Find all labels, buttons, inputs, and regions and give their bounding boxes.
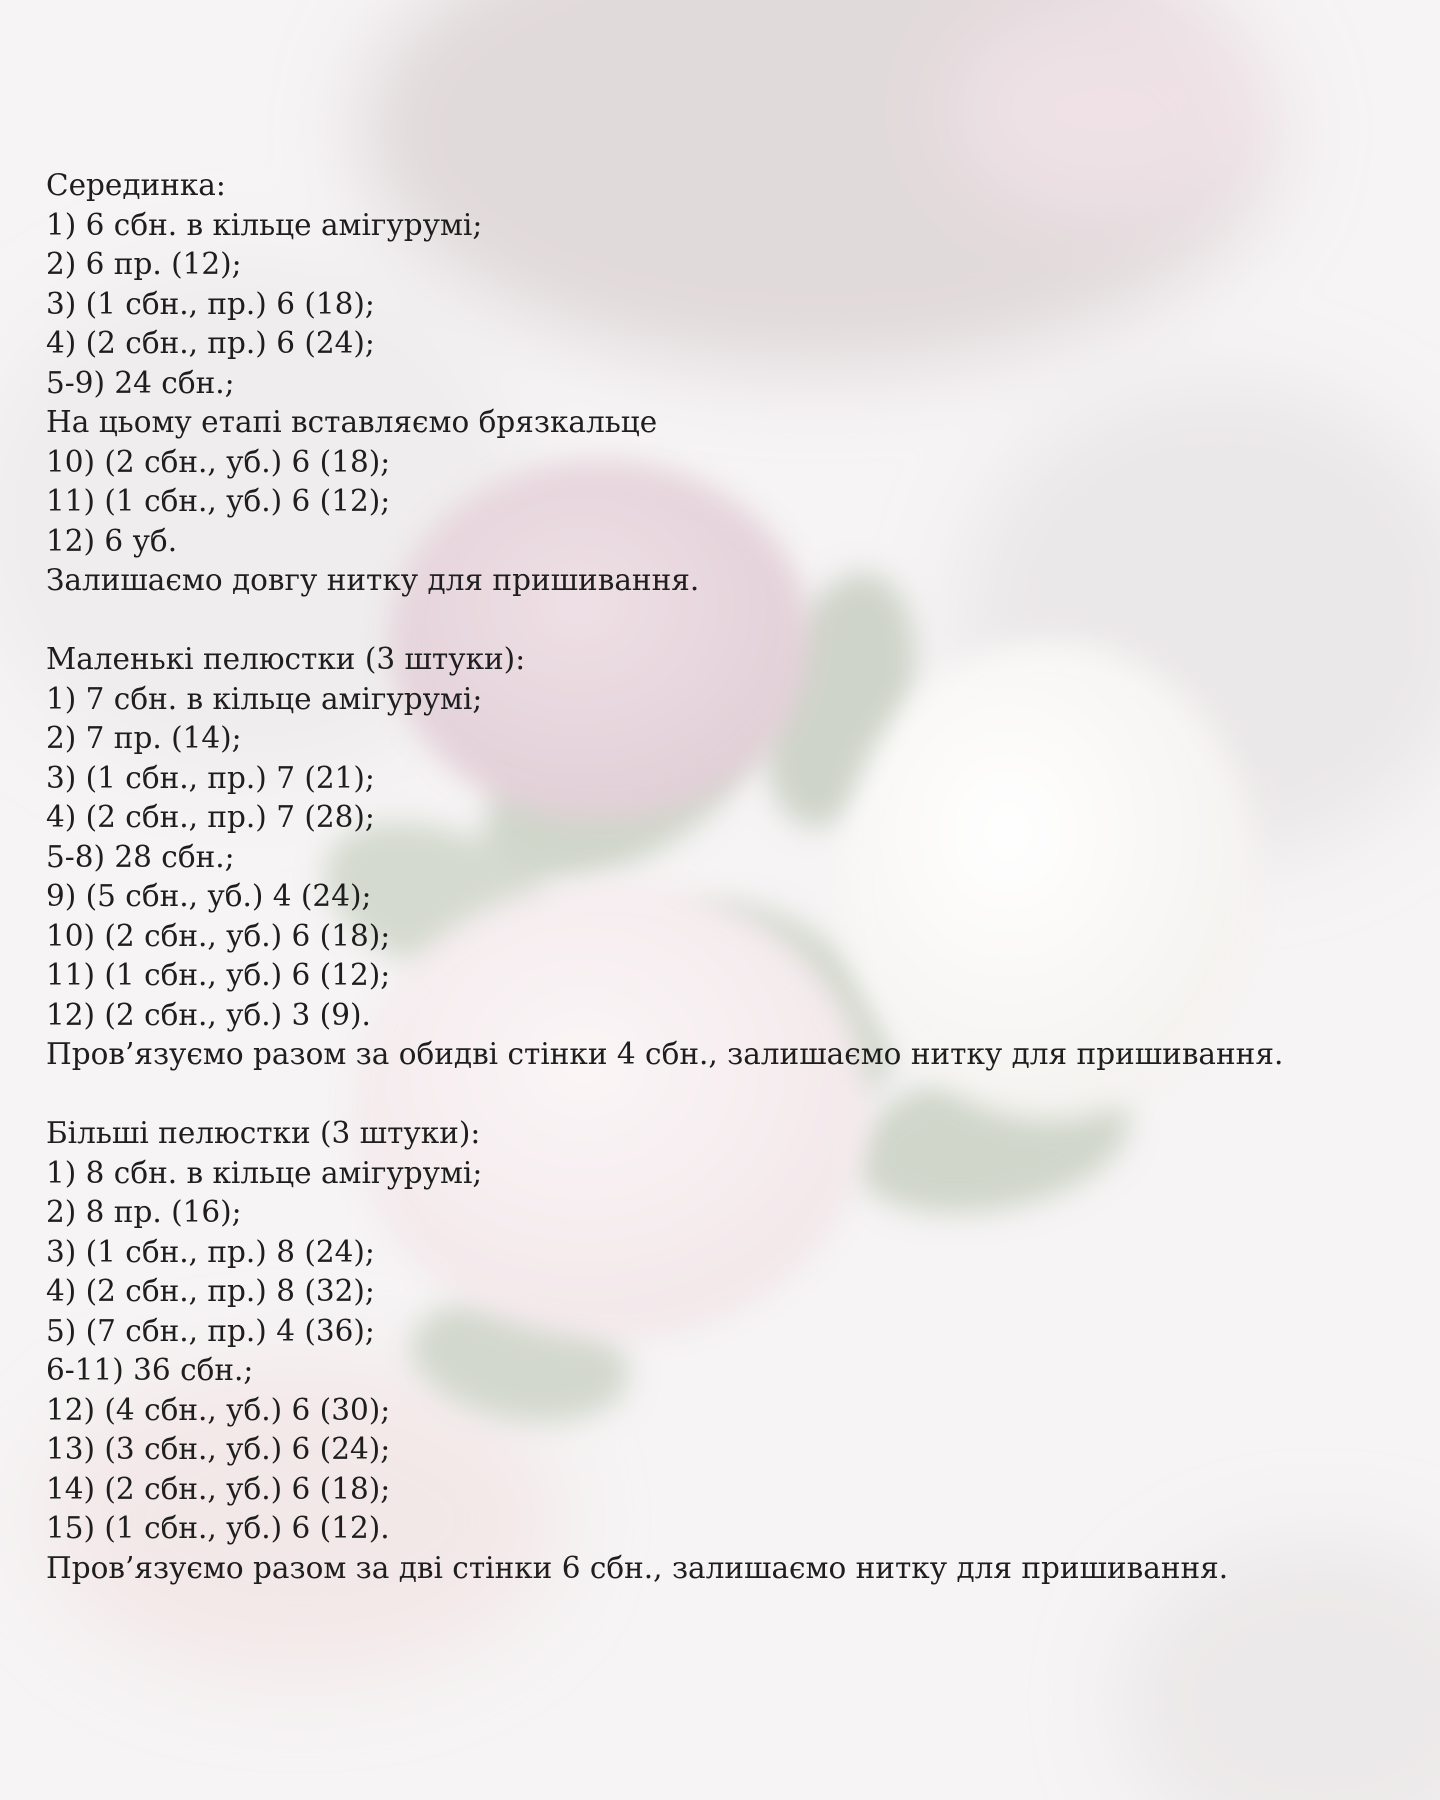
pattern-row: 3) (1 сбн., пр.) 6 (18); bbox=[46, 286, 375, 321]
pattern-row: 14) (2 сбн., уб.) 6 (18); bbox=[46, 1471, 391, 1506]
pattern-row: 5-8) 28 сбн.; bbox=[46, 839, 235, 874]
pattern-row: 11) (1 сбн., уб.) 6 (12); bbox=[46, 958, 391, 992]
section-center bbox=[46, 166, 1406, 601]
section-small-petals bbox=[46, 640, 1406, 1075]
pattern-row: 5-9) 24 сбн.; bbox=[46, 365, 235, 400]
pattern-row: 11) (1 сбн., уб.) 6 (12); bbox=[46, 484, 391, 518]
pattern-row: 9) (5 сбн., уб.) 4 (24); bbox=[46, 879, 372, 913]
pattern-row: 4) (2 сбн., пр.) 7 (28); bbox=[46, 800, 375, 834]
pattern-row: 13) (3 сбн., уб.) 6 (24); bbox=[46, 1432, 391, 1466]
pattern-row: 12) (2 сбн., уб.) 3 (9). bbox=[46, 997, 371, 1032]
section-large-petals bbox=[46, 1114, 1406, 1588]
pattern-row: 3) (1 сбн., пр.) 8 (24); bbox=[46, 1234, 375, 1269]
pattern-row: 15) (1 сбн., уб.) 6 (12). bbox=[46, 1511, 390, 1545]
pattern-row: 2) 6 пр. (12); bbox=[46, 247, 242, 281]
pattern-row: 2) 8 пр. (16); bbox=[46, 1195, 242, 1229]
pattern-row: 12) (4 сбн., уб.) 6 (30); bbox=[46, 1392, 391, 1427]
pattern-row: 12) 6 уб. bbox=[46, 523, 178, 558]
pattern-row: 10) (2 сбн., уб.) 6 (18); bbox=[46, 444, 391, 479]
pattern-note: Пров’язуємо разом за обидві стінки 4 сбн., залишаємо нитку для пришивання. bbox=[46, 1037, 1284, 1071]
pattern-note: На цьому етапі вставляємо брязкальце bbox=[46, 405, 658, 439]
pattern-note: Залишаємо довгу нитку для пришивання. bbox=[46, 563, 700, 597]
section-title: Більші пелюстки (3 штуки): bbox=[46, 1116, 481, 1150]
pattern-row: 6-11) 36 сбн.; bbox=[46, 1353, 254, 1387]
pattern-text bbox=[46, 166, 1406, 1628]
pattern-row: 4) (2 сбн., пр.) 8 (32); bbox=[46, 1274, 375, 1308]
pattern-row: 1) 6 сбн. в кільце амігурумі; bbox=[46, 207, 483, 242]
pattern-row: 4) (2 сбн., пр.) 6 (24); bbox=[46, 326, 375, 360]
pattern-row: 5) (7 сбн., пр.) 4 (36); bbox=[46, 1313, 375, 1348]
section-title: Маленькі пелюстки (3 штуки): bbox=[46, 642, 526, 676]
pattern-note: Пров’язуємо разом за дві стінки 6 сбн., залишаємо нитку для пришивання. bbox=[46, 1550, 1229, 1585]
pattern-row: 1) 8 сбн. в кільце амігурумі; bbox=[46, 1155, 483, 1190]
pattern-row: 10) (2 сбн., уб.) 6 (18); bbox=[46, 918, 391, 953]
pattern-row: 3) (1 сбн., пр.) 7 (21); bbox=[46, 760, 375, 795]
section-title: Серединка: bbox=[46, 168, 226, 202]
pattern-row: 1) 7 сбн. в кільце амігурумі; bbox=[46, 681, 483, 716]
pattern-row: 2) 7 пр. (14); bbox=[46, 721, 242, 755]
